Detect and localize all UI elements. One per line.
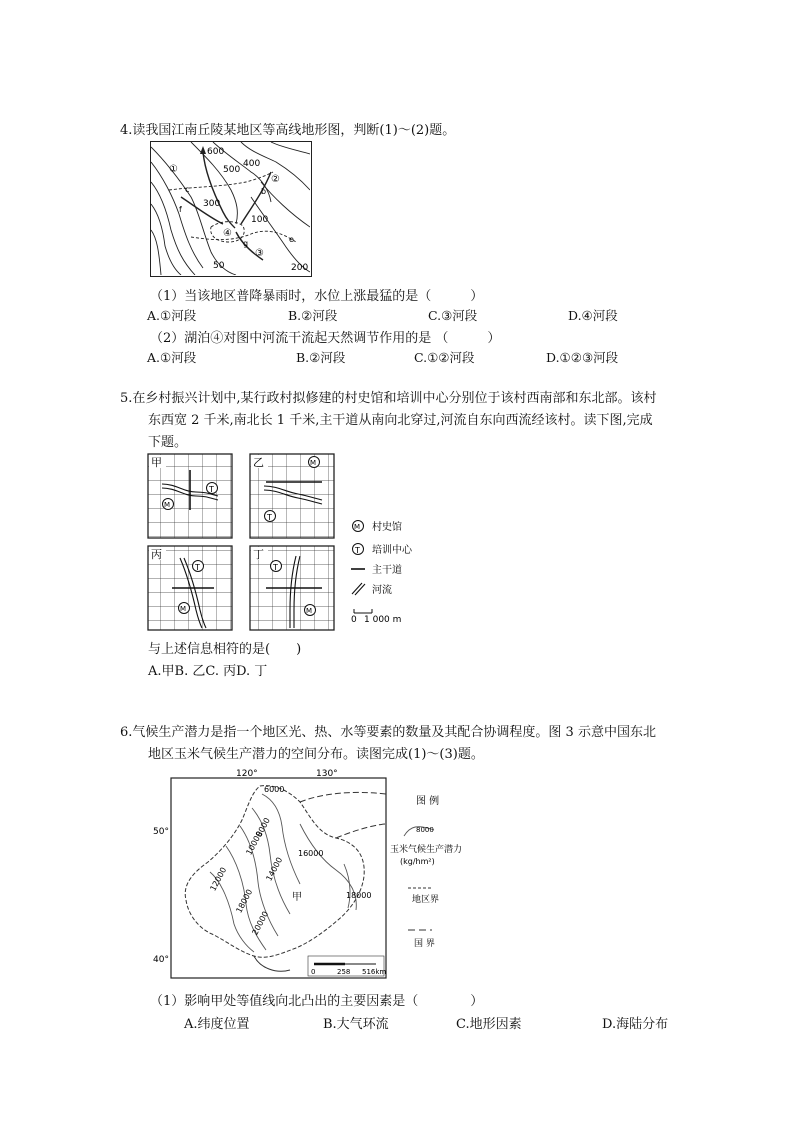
- legend-training-label: 培训中心: [372, 545, 412, 556]
- contour-map-drawing: [151, 142, 310, 275]
- contour-20000: 20000: [250, 909, 271, 937]
- legend-contour-name: 玉米气候生产潜力: [390, 845, 463, 855]
- q6-legend: [390, 794, 462, 949]
- q6-stem-line1: 6.气候生产潜力是指一个地区光、热、水等要素的数量及其配合协调程度。图 3 示意中国东北: [120, 725, 656, 740]
- contour-8000: 8000: [254, 816, 272, 839]
- legend-museum-icon: M: [354, 523, 361, 531]
- scale-label-258: 258: [337, 968, 351, 976]
- panel-ding: [250, 546, 334, 630]
- q6-sub1-option-b[interactable]: B.大气环流: [323, 1017, 389, 1032]
- symbol-training-bing: T: [195, 563, 200, 572]
- q5-stem-line3: 下题。: [148, 435, 188, 450]
- q6-sub1-option-c[interactable]: C.地形因素: [456, 1017, 522, 1032]
- lon-label-130: 130°: [316, 769, 338, 779]
- map-label-f: f: [179, 205, 182, 214]
- map-label-circle-3: ③: [255, 248, 264, 259]
- legend-region: 地区界: [412, 895, 440, 905]
- q4-sub1-option-b[interactable]: B.②河段: [288, 308, 338, 323]
- q4-sub2-option-a[interactable]: A.①河段: [147, 350, 197, 365]
- q6-sub1-option-a[interactable]: A.纬度位置: [184, 1017, 250, 1032]
- scale-label-0: 0: [311, 968, 316, 976]
- q4-sub1-stem: （1）当该地区普降暴雨时，水位上涨最猛的是（ ）: [150, 289, 484, 304]
- symbol-museum-ding: M: [306, 607, 313, 615]
- map-label-b: b: [261, 187, 267, 196]
- legend-unit: (kg/hm²): [400, 857, 435, 866]
- map-label-200: 200: [291, 263, 309, 273]
- q6-potential-map: [150, 764, 490, 984]
- q5-options[interactable]: A.甲B. 乙C. 丙D. 丁: [148, 664, 268, 679]
- q4-stem: 4.读我国江南丘陵某地区等高线地形图，判断(1)～(2)题。: [120, 123, 456, 138]
- q4-sub2-option-c[interactable]: C.①②河段: [414, 350, 475, 365]
- map-label-e: e: [289, 235, 294, 244]
- legend-museum-label: 村史馆: [372, 522, 402, 533]
- q4-sub1-option-c[interactable]: C.③河段: [428, 308, 478, 323]
- panel-label-bing: 丙: [151, 548, 162, 561]
- map-label-100: 100: [251, 215, 269, 225]
- contour-16000-north: 16000: [298, 849, 324, 858]
- q5-village-grids: [146, 452, 446, 632]
- map-label-c: c: [185, 185, 190, 194]
- q5-question: 与上述信息相符的是( ): [148, 642, 302, 657]
- symbol-training-jia: T: [209, 485, 214, 494]
- symbol-museum-jia: M: [164, 501, 171, 509]
- contour-10000: 10000: [244, 829, 265, 857]
- panel-bing: [148, 546, 232, 630]
- panel-label-yi: 乙: [253, 456, 264, 469]
- legend-river-label: 河流: [372, 585, 392, 596]
- panel-label-jia: 甲: [151, 456, 162, 469]
- panel-jia: [148, 454, 232, 538]
- q4-sub1-option-d[interactable]: D.④河段: [568, 308, 618, 323]
- lon-label-120: 120°: [236, 769, 258, 779]
- q5-legend: [351, 520, 413, 625]
- legend-contour-value: 8000: [416, 826, 434, 834]
- map-label-300: 300: [203, 199, 221, 209]
- lat-label-40: 40°: [153, 955, 169, 965]
- map-label-circle-1: ①: [169, 164, 178, 175]
- legend-scale-zero: 0: [351, 615, 357, 625]
- symbol-museum-yi: M: [310, 459, 317, 467]
- place-jia: 甲: [292, 892, 302, 903]
- symbol-training-yi: T: [267, 513, 272, 522]
- q5-stem-line1: 5.在乡村振兴计划中,某行政村拟修建的村史馆和培训中心分别位于该村西南部和东北部。该村: [120, 391, 657, 406]
- map-label-600: 600: [207, 147, 225, 157]
- legend-training-icon: T: [355, 546, 360, 555]
- legend-road-label: 主干道: [372, 565, 402, 576]
- map-label-circle-4: ④: [223, 228, 232, 239]
- contour-18000-west: 18000: [234, 887, 255, 915]
- legend-scale-value: 1 000 m: [364, 615, 402, 625]
- scale-label-516: 516km: [362, 968, 387, 976]
- legend-country: 国 界: [414, 939, 435, 949]
- contour-6000: 6000: [264, 785, 285, 794]
- q4-sub1-option-a[interactable]: A.①河段: [147, 308, 197, 323]
- q4-sub2-option-b[interactable]: B.②河段: [296, 350, 346, 365]
- q6-sub1-stem: （1）影响甲处等值线向北凸出的主要因素是（ ）: [150, 994, 484, 1009]
- q4-contour-map: [150, 141, 312, 277]
- q6-sub1-option-d[interactable]: D.海陆分布: [602, 1017, 669, 1032]
- map-label-400: 400: [243, 159, 261, 169]
- contour-12000: 12000: [208, 865, 229, 893]
- q4-sub2-option-d[interactable]: D.①②③河段: [546, 350, 619, 365]
- panel-yi: [250, 454, 334, 538]
- q5-stem-line2: 东西宽 2 千米,南北长 1 千米,主干道从南向北穿过,河流自东向西流经该村。读下图,完成: [148, 413, 653, 428]
- map-label-500: 500: [223, 165, 241, 175]
- symbol-museum-bing: M: [180, 605, 187, 613]
- symbol-training-ding: T: [273, 563, 278, 572]
- contour-18000-east: 18000: [346, 891, 372, 900]
- lat-label-50: 50°: [153, 827, 169, 837]
- q6-stem-line2: 地区玉米气候生产潜力的空间分布。读图完成(1)～(3)题。: [148, 747, 484, 762]
- contour-14000: 14000: [264, 855, 285, 883]
- map-label-g: g: [243, 239, 249, 248]
- legend-title: 图 例: [416, 796, 440, 807]
- q4-sub2-stem: （2）湖泊④对图中河流干流起天然调节作用的是 （ ）: [150, 331, 501, 346]
- map-label-50: 50: [213, 261, 225, 271]
- map-label-circle-2: ②: [271, 174, 280, 185]
- legend-river-line: [352, 583, 365, 595]
- panel-label-ding: 丁: [253, 548, 264, 561]
